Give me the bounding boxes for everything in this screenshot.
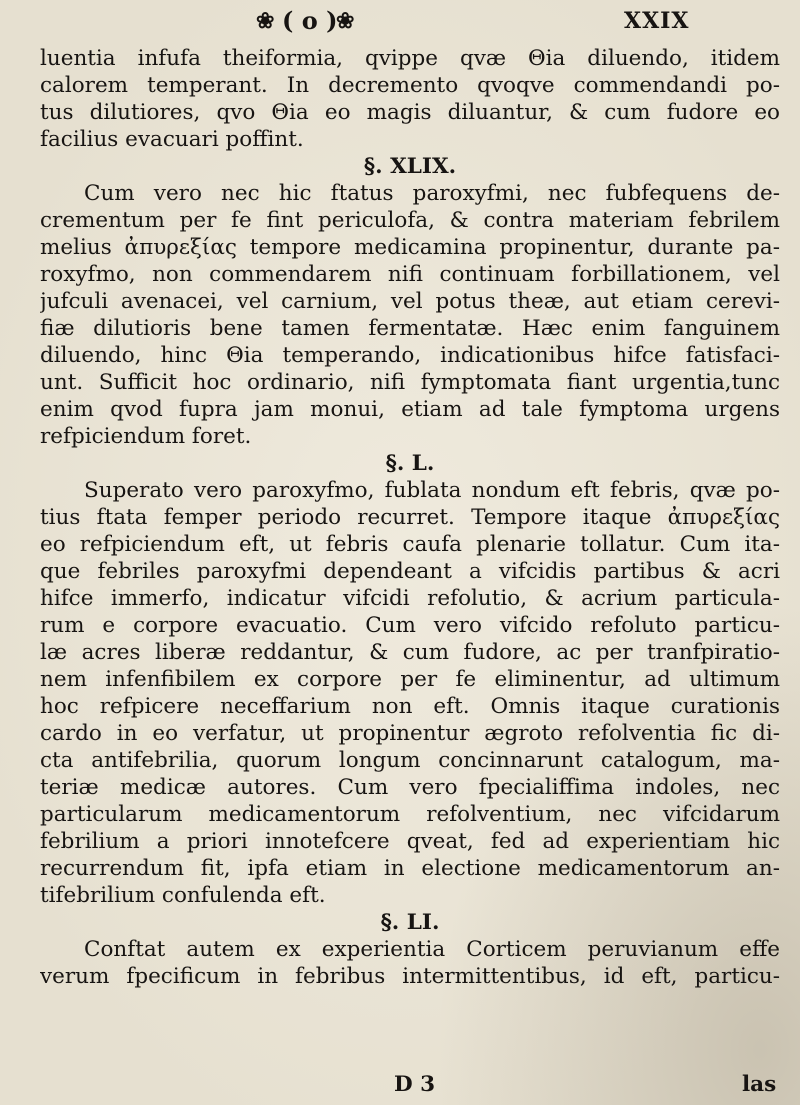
- text-line: refpiciendum foret.: [40, 424, 252, 449]
- text-line: enim qvod fupra jam monui, etiam ad tale fymptoma urgens: [40, 397, 780, 422]
- section-heading: §. LI.: [380, 910, 440, 935]
- text-line: tifebrilium confulenda eft.: [40, 883, 326, 908]
- text-line: recurrendum fit, ipfa etiam in electione medicamentorum an-: [40, 856, 780, 881]
- text-line: melius ἀπυρεξίας tempore medicamina propinentur, durante pa-: [40, 235, 780, 260]
- text-line: læ acres liberæ reddantur, & cum fudore, ac per tranfpiratio-: [40, 640, 780, 665]
- page-header: [0, 4, 800, 38]
- text-line: unt. Sufficit hoc ordinario, nifi fymptomata fiant urgentia,tunc: [40, 370, 780, 395]
- signature-mark: D 3: [394, 1072, 436, 1097]
- text-line: que febriles paroxyfmi dependeant a vifcidis partibus & acri: [40, 559, 780, 584]
- text-line: nem infenfibilem ex corpore per fe eliminentur, ad ultimum: [40, 667, 780, 692]
- text-line: teriæ medicæ autores. Cum vero fpecialiffima indoles, nec: [40, 775, 780, 800]
- running-signature: XXIX: [624, 8, 690, 34]
- text-line: jufculi avenacei, vel carnium, vel potus theæ, aut etiam cerevi-: [40, 289, 780, 314]
- text-line: fiæ dilutioris bene tamen fermentatæ. Hæc enim fanguinem: [40, 316, 780, 341]
- text-line: rum e corpore evacuatio. Cum vero vifcido refoluto particu-: [40, 613, 780, 638]
- fleuron-right-icon: ❀: [336, 8, 355, 34]
- page-number: ( o ): [282, 6, 338, 35]
- text-line: hifce immerfo, indicatur vifcidi refolutio, & acrium particula-: [40, 586, 780, 611]
- text-line: cardo in eo verfatur, ut propinentur ægroto refolventia fic di-: [40, 721, 780, 746]
- fleuron-left-icon: ❀: [256, 8, 275, 34]
- text-line: Superato vero paroxyfmo, fublata nondum eft febris, qvæ po-: [84, 478, 780, 503]
- text-line: diluendo, hinc Θia temperando, indicationibus hifce fatisfaci-: [40, 343, 780, 368]
- text-line: hoc refpicere neceffarium non eft. Omnis itaque curationis: [40, 694, 780, 719]
- text-line: Conftat autem ex experientia Corticem peruvianum effe: [84, 937, 780, 962]
- text-line: tus dilutiores, qvo Θia eo magis diluantur, & cum fudore eo: [40, 100, 780, 125]
- catchword: las: [742, 1072, 777, 1097]
- text-line: Cum vero nec hic ftatus paroxyfmi, nec fubfequens de-: [84, 181, 780, 206]
- section-heading: §. XLIX.: [363, 154, 457, 179]
- text-line: roxyfmo, non commendarem nifi continuam forbillationem, vel: [40, 262, 780, 287]
- text-line: eo refpiciendum eft, ut febris caufa plenarie tollatur. Cum ita-: [40, 532, 780, 557]
- body-text: [40, 45, 780, 990]
- text-line: febrilium a priori innotefcere qveat, fed ad experientiam hic: [40, 829, 780, 854]
- text-line: crementum per fe fint periculofa, & contra materiam febrilem: [40, 208, 780, 233]
- section-heading: §. L.: [385, 451, 435, 476]
- text-line: luentia infufa theiformia, qvippe qvæ Θia diluendo, itidem: [40, 46, 780, 71]
- text-line: facilius evacuari poffint.: [40, 127, 304, 152]
- text-line: particularum medicamentorum refolventium, nec vifcidarum: [40, 802, 780, 827]
- text-line: calorem temperant. In decremento qvoqve commendandi po-: [40, 73, 780, 98]
- text-line: tius ftata femper periodo recurret. Tempore itaque ἀπυρεξίας: [40, 505, 780, 530]
- text-line: verum fpecificum in febribus intermittentibus, id eft, particu-: [40, 964, 780, 989]
- text-line: cta antifebrilia, quorum longum concinnarunt catalogum, ma-: [40, 748, 780, 773]
